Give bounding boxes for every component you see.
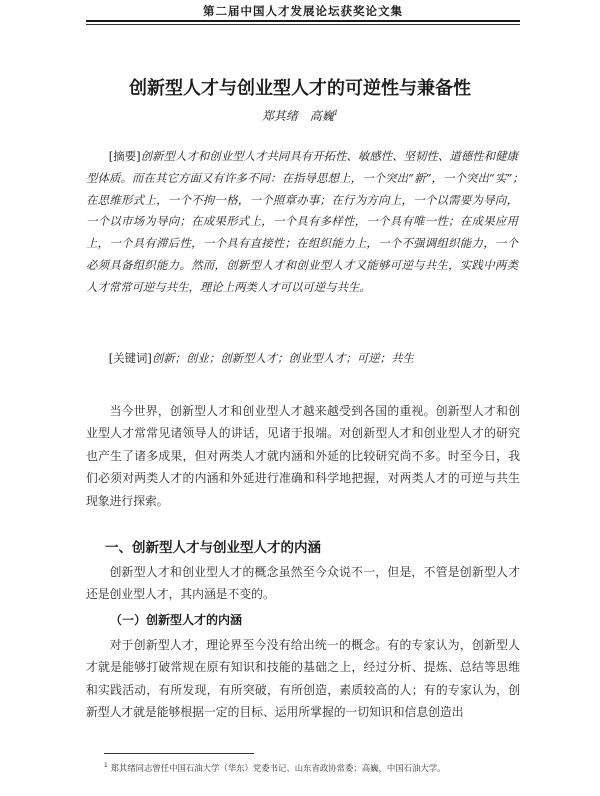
keywords-text: 创新；创业；创新型人才；创业型人才；可逆；共生 [151, 351, 414, 365]
footnote-mark: 1 [104, 762, 108, 769]
abstract [86, 146, 530, 299]
subsection-paragraph-1: 对于创新型人才，理论界至今没有给出统一的概念。有的专家认为，创新型人才就是能够打破常规在原有知识和技能的基础之上，经过分析、提炼、总结等思维和实践活动，有所发现，有所突破，有所创造，素质较高的人；有的专家认为，创新型人才就是能够根据一定的目标、运用所掌握的一切知识和信息创造出 [86, 638, 520, 720]
abstract-label: [摘要] [108, 149, 141, 163]
abstract-text: 创新型人才和创业型人才共同具有开拓性、敏感性、坚韧性、道德性和健康型体质。而在其它方面又有许多不同：在指导思想上，一个突出“新”，一个突出“实”； 在思维形式上，一个不拘一格，一个照章办事；在行为方向上，一个以需要为导向，一个以市场为导向；在成果形式上，一个具有多样性，一个具有唯一性；在成果应用上，一个具有滞后性，一个具有直接性；在组织能力上，一个不强调组织能力，一个必须具备组织能力。然而，创新型人才和创业型人才又能够可逆与共生，实践中两类人才常常可逆与共生，理论上两类人才可以可逆与共生。 [86, 149, 530, 294]
running-header: 第二届中国人才发展论坛获奖论文集 [203, 4, 403, 18]
header-rule-thin [86, 24, 520, 25]
keywords [86, 348, 518, 368]
intro-paragraph: 当今世界，创新型人才和创业型人才越来越受到各国的重视。创新型人才和创业型人才常常见诸领导人的讲话，见诸于报端。对创新型人才和创业型人才的研究也产生了诸多成果，但对两类人才就内涵和外延的比较研究尚不多。时至今日，我们必须对两类人才的内涵和外延进行准确和科学地把握，对两类人才的可逆与共生现象进行探索。 [86, 404, 520, 508]
footnote-text: 郑其绪同志曾任中国石油大学（华东）党委书记、山东省政协常委；高巍，中国石油大学。 [110, 762, 446, 773]
abstract-paragraph [86, 146, 530, 299]
author-names: 郑其绪 高巍 [261, 109, 334, 123]
footnote [104, 760, 524, 774]
header-rule-thick [86, 20, 520, 22]
keywords-label: [关键词] [108, 351, 152, 365]
section-heading-1: 一、创新型人才与创业型人才的内涵 [105, 540, 321, 556]
paper-title: 创新型人才与创业型人才的可逆性与兼备性 [129, 78, 471, 99]
author-line [80, 107, 520, 124]
author-footnote-mark: 1 [333, 109, 339, 117]
section-paragraph-1: 创新型人才和创业型人才的概念虽然至今众说不一，但是，不管是创新型人才还是创业型人才，其内涵是不变的。 [86, 565, 520, 602]
footnote-rule [104, 753, 254, 754]
subsection-heading-1: （一）创新型人才的内涵 [110, 613, 243, 627]
